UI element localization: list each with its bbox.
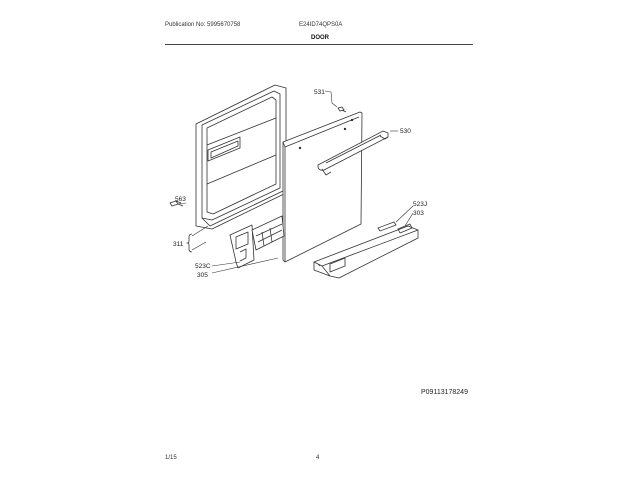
model-number: E24ID74QPS0A — [299, 22, 343, 28]
screw-531 — [338, 107, 346, 112]
outer-door-panel — [283, 112, 362, 262]
callout-303: 303 — [413, 210, 424, 217]
callout-530: 530 — [400, 128, 411, 135]
page-number: 4 — [316, 455, 320, 461]
trim-strip-523j — [378, 222, 396, 231]
bracket-311 — [187, 234, 192, 252]
callout-305: 305 — [197, 272, 208, 279]
callout-523j: 523J — [413, 201, 428, 208]
publication-number: Publication No: 5995670758 — [165, 22, 241, 28]
latch-bracket — [230, 216, 284, 268]
page-info: 1/15 — [165, 455, 177, 461]
section-title: DOOR — [311, 35, 329, 41]
callout-523c: 523C — [195, 263, 211, 270]
callout-311: 311 — [173, 241, 184, 248]
diagram-part-number: P09113178249 — [421, 389, 468, 396]
inner-door-liner — [196, 85, 286, 229]
callout-563: 563 — [175, 196, 186, 203]
callout-531: 531 — [314, 89, 325, 96]
